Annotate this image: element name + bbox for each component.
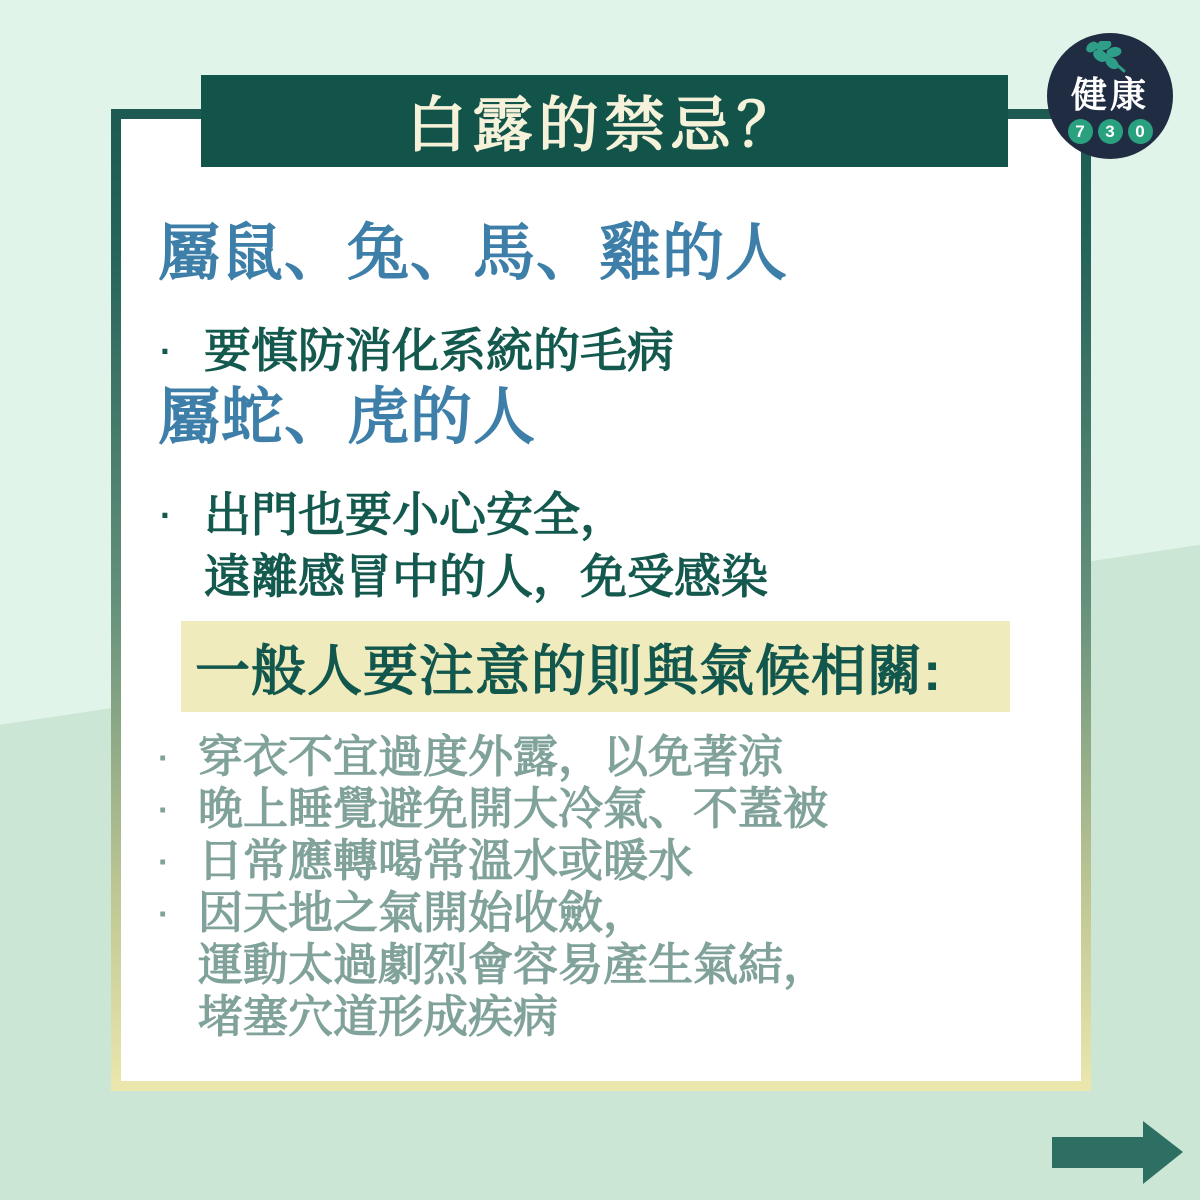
bullet-dot: ·: [158, 895, 170, 933]
section-heading-zodiac-1: 屬鼠、兔、馬、雞的人: [158, 219, 789, 288]
title-banner: [201, 75, 1008, 167]
list-item: [158, 889, 648, 940]
bullet-text: 運動太過劇烈會容易產生氣結，: [198, 939, 829, 990]
highlight-text: 一般人要注意的則與氣候相關:: [195, 640, 943, 702]
bullet-dot: ·: [160, 496, 172, 535]
bullet-dot: ·: [158, 843, 170, 881]
brand-name: 健康: [1070, 74, 1149, 115]
bullet-text: 穿衣不宜過度外露，以免著涼: [198, 731, 784, 782]
bullet-text: 要慎防消化系統的毛病: [204, 324, 674, 377]
list-item: [158, 993, 558, 1040]
bullet-text: 遠離感冒中的人，免受感染: [204, 550, 768, 603]
list-item: [158, 941, 828, 988]
bullet-text: 晚上睡覺避免開大冷氣、不蓋被: [198, 783, 829, 834]
highlight-strip: [181, 621, 1010, 712]
list-item: [160, 552, 768, 601]
list-item: [160, 326, 674, 379]
bullet-dot: ·: [160, 332, 172, 371]
list-item: [158, 785, 828, 836]
bullet-text: 因天地之氣開始收斂，: [198, 887, 649, 938]
section-heading-zodiac-2: 屬蛇、虎的人: [158, 383, 537, 452]
bullet-text: 日常應轉喝常溫水或暖水: [198, 835, 694, 886]
bullet-text: 出門也要小心安全，: [204, 488, 627, 541]
badge-digit: 0: [1128, 119, 1153, 144]
bullet-dot: ·: [158, 791, 170, 829]
list-item: [158, 837, 693, 888]
brand-logo: [1047, 33, 1173, 159]
brand-number-badge: [1068, 119, 1153, 144]
list-item: [160, 490, 627, 543]
bullet-dot: ·: [158, 739, 170, 777]
page-title: 白露的禁忌？: [406, 92, 803, 159]
leaf-icon: [1080, 41, 1140, 75]
next-arrow-icon[interactable]: [1052, 1121, 1183, 1184]
list-item: [158, 733, 783, 784]
badge-digit: 3: [1098, 119, 1123, 144]
bullet-text: 堵塞穴道形成疾病: [198, 991, 559, 1042]
badge-digit: 7: [1068, 119, 1093, 144]
